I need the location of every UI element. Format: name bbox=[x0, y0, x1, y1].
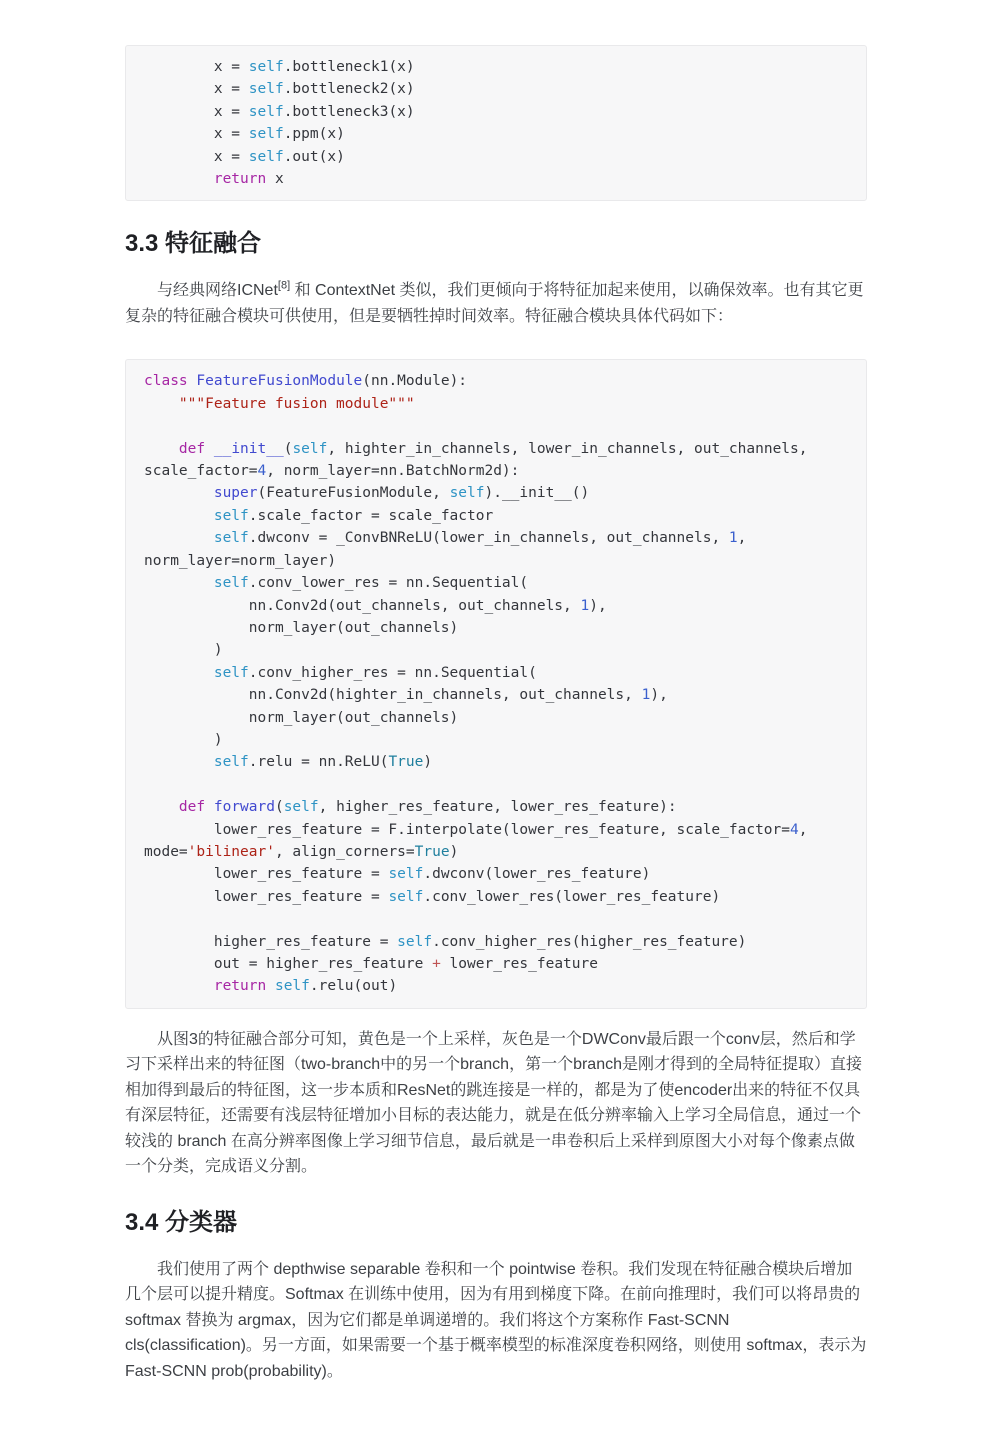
code-line: ) bbox=[144, 731, 223, 748]
code-line: ) bbox=[144, 642, 223, 659]
code-line: lower_res_feature = F.interpolate(lower_res_feature, scale_factor=4, bbox=[144, 821, 808, 838]
intro-text-before-citation: 与经典网络ICNet bbox=[157, 282, 278, 300]
section-heading-3-3-text: 3.3 特征融合 bbox=[125, 230, 262, 258]
citation-reference-8: [8] bbox=[277, 280, 291, 293]
code-line: self.conv_higher_res = nn.Sequential( bbox=[213, 664, 537, 681]
section-heading-3-3 bbox=[125, 227, 867, 260]
code-line: x = self.ppm(x) bbox=[144, 126, 345, 143]
code-line: super(FeatureFusionModule, self).__init__() bbox=[213, 485, 590, 502]
code-block-bottleneck-tail bbox=[125, 45, 867, 201]
code-line: self.dwconv = _ConvBNReLU(lower_in_channels, out_channels, 1, bbox=[213, 530, 747, 547]
code-line: return x bbox=[213, 171, 284, 188]
code-line: scale_factor=4, norm_layer=nn.BatchNorm2d): bbox=[144, 463, 520, 480]
code-line: class FeatureFusionModule(nn.Module): bbox=[144, 373, 468, 390]
code-line: self.relu = nn.ReLU(True) bbox=[213, 754, 433, 771]
code-line: nn.Conv2d(out_channels, out_channels, 1), bbox=[144, 597, 607, 614]
code-line: mode='bilinear', align_corners=True) bbox=[144, 843, 459, 860]
code-line: lower_res_feature = self.conv_lower_res(lower_res_feature) bbox=[144, 888, 721, 905]
code-line: return self.relu(out) bbox=[213, 978, 398, 995]
paragraph-feature-fusion-intro bbox=[125, 278, 867, 329]
code-line: self.scale_factor = scale_factor bbox=[213, 507, 494, 524]
code-line: out = higher_res_feature + lower_res_feature bbox=[144, 956, 598, 972]
code-line: higher_res_feature = self.conv_higher_res(higher_res_feature) bbox=[144, 933, 747, 950]
code-line: lower_res_feature = self.dwconv(lower_res_feature) bbox=[144, 866, 651, 883]
section-heading-3-4 bbox=[125, 1206, 867, 1239]
code-line: norm_layer(out_channels) bbox=[144, 709, 459, 726]
code-line bbox=[144, 415, 848, 437]
code-line bbox=[144, 774, 848, 796]
code-line: """Feature fusion module""" bbox=[178, 395, 415, 412]
article-content bbox=[125, 0, 867, 1444]
code-line: norm_layer(out_channels) bbox=[144, 619, 459, 636]
section-heading-3-4-text: 3.4 分类器 bbox=[125, 1208, 238, 1236]
code-line: self.conv_lower_res = nn.Sequential( bbox=[213, 575, 529, 592]
paragraph-classifier: 我们使用了两个 depthwise separable 卷积和一个 pointwise 卷积。我们发现在特征融合模块后增加几个层可以提升精度。Softmax 在训练中使用，因为有用到梯度下降。在前向推理时，我们可以将昂贵的 softmax 替换为 argmax，因为它们都是单调递增的。我们将这个方案称作 Fast-SCNN cls(classification)。另一方面，如果需要一个基于概率模型的标准深度卷积网络，则使用 softmax，表示为 Fast-SCNN prob(probability)。 bbox=[125, 1260, 867, 1380]
code-line: nn.Conv2d(highter_in_channels, out_channels, 1), bbox=[144, 687, 668, 704]
code-line: def forward(self, higher_res_feature, lower_res_feature): bbox=[178, 799, 677, 816]
intro-text-after-citation: 和 ContextNet 类似，我们更倾向于将特征加起来使用，以确保效率。也有其它更复杂的特征融合模块可供使用，但是要牺牲掉时间效率。特征融合模块具体代码如下： bbox=[125, 282, 864, 325]
code-line: norm_layer=norm_layer) bbox=[144, 552, 337, 569]
code-line: x = self.out(x) bbox=[144, 148, 345, 165]
code-line: x = self.bottleneck3(x) bbox=[144, 103, 415, 120]
paragraph-fusion-analysis: 从图3的特征融合部分可知，黄色是一个上采样，灰色是一个DWConv最后跟一个conv层，然后和学习下采样出来的特征图（two-branch中的另一个branch，第一个branch是刚才得到的全局特征提取）直接相加得到最后的特征图，这一步本质和ResNet的跳连接是一样的，都是为了使encoder出来的特征不仅具有深层特征，还需要有浅层特征增加小目标的表达能力，就是在低分辨率输入上学习全局信息，通过一个较浅的 branch 在高分辨率图像上学习细节信息，最后就是一串卷积后上采样到原图大小对每个像素点做一个分类，完成语义分割。 bbox=[125, 1030, 862, 1176]
code-line: x = self.bottleneck1(x) bbox=[144, 59, 415, 75]
code-line: x = self.bottleneck2(x) bbox=[144, 81, 415, 98]
code-line: def __init__(self, highter_in_channels, lower_in_channels, out_channels, bbox=[178, 440, 808, 457]
code-line bbox=[144, 908, 848, 930]
code-block-feature-fusion-module bbox=[125, 359, 867, 1008]
